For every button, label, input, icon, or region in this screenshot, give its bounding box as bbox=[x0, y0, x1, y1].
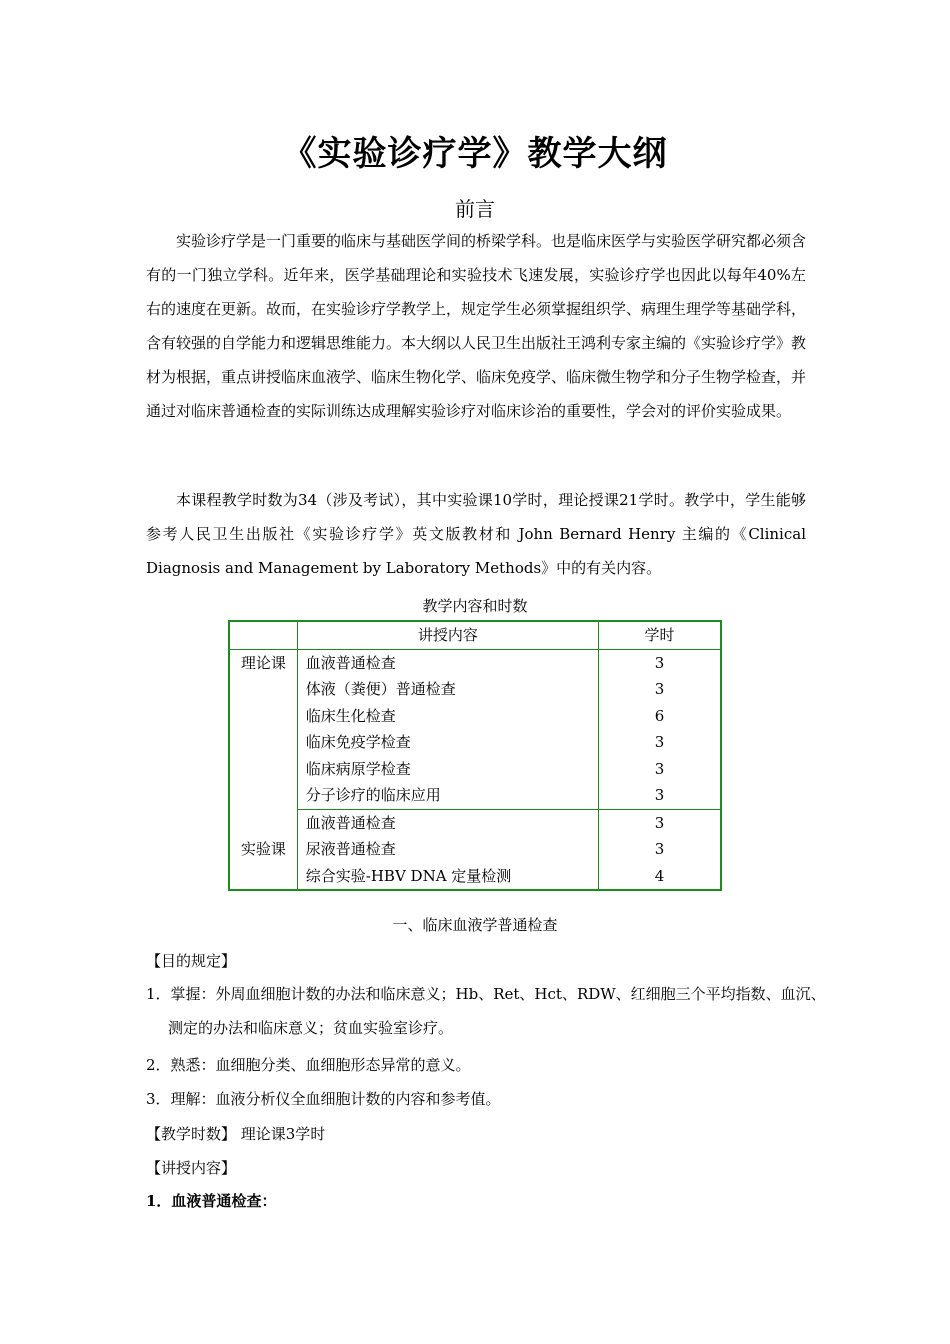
document-title: 《实验诊疗学》教学大纲 bbox=[282, 134, 668, 174]
table-cell-content: 体液（粪便）普通检查 bbox=[297, 676, 598, 703]
goal-item-2: 2．熟悉：血细胞分类、血细胞形态异常的意义。 bbox=[146, 1056, 471, 1074]
table-row bbox=[229, 756, 721, 783]
goal-item-1: 1．掌握：外周血细胞计数的办法和临床意义；Hb、Ret、Hct、RDW、红细胞三个平均指数、血沉、测定的办法和临床意义；贫血实验室诊疗。 bbox=[146, 985, 826, 1037]
table-header-row bbox=[229, 621, 721, 649]
goal-item-3: 3．理解：血液分析仪全血细胞计数的内容和参考值。 bbox=[146, 1090, 501, 1108]
table-cell-hours: 3 bbox=[598, 756, 721, 783]
content-heading: 【讲授内容】 bbox=[146, 1159, 237, 1177]
header-category bbox=[229, 621, 297, 649]
table-cell-hours: 3 bbox=[598, 649, 721, 676]
table-cell-hours: 3 bbox=[598, 729, 721, 756]
category-theory: 理论课 bbox=[229, 649, 297, 809]
hours-table bbox=[228, 620, 722, 891]
category-lab: 实验课 bbox=[229, 809, 297, 890]
table-cell-content: 临床生化检查 bbox=[297, 703, 598, 730]
content-item-1: 1．血液普通检查： bbox=[146, 1192, 277, 1210]
table-cell-hours: 3 bbox=[598, 676, 721, 703]
goals-heading: 【目的规定】 bbox=[146, 952, 237, 970]
table-row bbox=[229, 649, 721, 676]
teaching-hours-line: 【教学时数】 理论课3学时 bbox=[146, 1125, 326, 1143]
table-cell-hours: 3 bbox=[598, 782, 721, 809]
table-row bbox=[229, 836, 721, 863]
table-row bbox=[229, 729, 721, 756]
table-cell-content: 临床病原学检查 bbox=[297, 756, 598, 783]
table-cell-content: 血液普通检查 bbox=[297, 809, 598, 836]
table-cell-content: 尿液普通检查 bbox=[297, 836, 598, 863]
table-caption: 教学内容和时数 bbox=[422, 597, 528, 615]
table-cell-hours: 4 bbox=[598, 863, 721, 891]
table-cell-hours: 6 bbox=[598, 703, 721, 730]
table-cell-content: 血液普通检查 bbox=[297, 649, 598, 676]
table-row bbox=[229, 863, 721, 891]
table-cell-content: 分子诊疗的临床应用 bbox=[297, 782, 598, 809]
table-cell-hours: 3 bbox=[598, 836, 721, 863]
header-content: 讲授内容 bbox=[297, 621, 598, 649]
preface-paragraph-1: 实验诊疗学是一门重要的临床与基础医学间的桥梁学科。也是临床医学与实验医学研究都必须含有的一门独立学科。近年来，医学基础理论和实验技术飞速发展，实验诊疗学也因此以每年40%左右的速度在更新。故而，在实验诊疗学教学上，规定学生必须掌握组织学、病理生理学等基础学科，含有较强的自学能力和逻辑思维能力。本大纲以人民卫生出版社王鸿利专家主编的《实验诊疗学》教材为根据，重点讲授临床血液学、临床生物化学、临床免疫学、临床微生物学和分子生物学检查，并通过对临床普通检查的实际训练达成理解实验诊疗对临床诊治的重要性，学会对的评价实验成果。 bbox=[146, 232, 807, 420]
section-1-title: 一、临床血液学普通检查 bbox=[392, 916, 558, 934]
header-hours: 学时 bbox=[598, 621, 721, 649]
table-cell-hours: 3 bbox=[598, 809, 721, 836]
table-row bbox=[229, 782, 721, 809]
preface-heading: 前言 bbox=[455, 197, 495, 221]
table-row bbox=[229, 703, 721, 730]
table-row bbox=[229, 676, 721, 703]
table-cell-content: 临床免疫学检查 bbox=[297, 729, 598, 756]
table-cell-content: 综合实验-HBV DNA 定量检测 bbox=[297, 863, 598, 891]
preface-paragraph-2: 本课程教学时数为34（涉及考试），其中实验课10学时，理论授课21学时。教学中，学生能够参考人民卫生出版社《实验诊疗学》英文版教材和 John Bernard Henry 主编的《Clinical Diagnosis and Management by Laboratory Methods》中的有关内容。 bbox=[146, 491, 806, 577]
table-row bbox=[229, 809, 721, 836]
